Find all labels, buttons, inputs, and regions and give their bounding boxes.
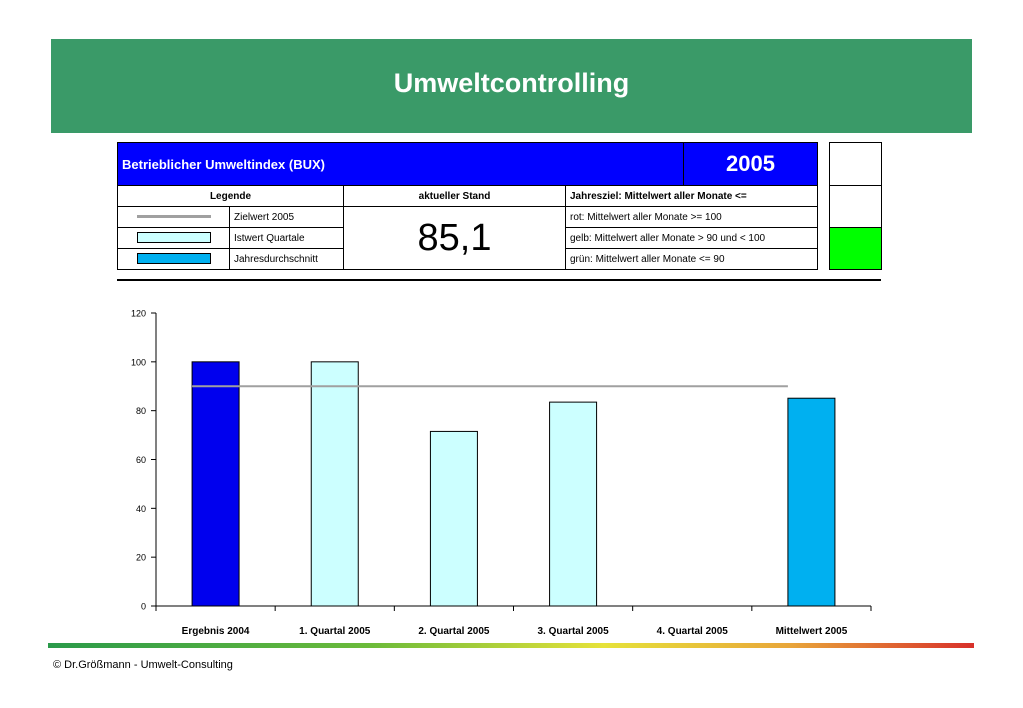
- bar: [550, 402, 597, 606]
- legend-header: Legende: [118, 186, 344, 207]
- table-gap: [818, 186, 830, 207]
- legend-label-istwert: Istwert Quartale: [230, 228, 344, 249]
- stand-header: aktueller Stand: [344, 186, 566, 207]
- footer-gradient-bar: [48, 643, 974, 648]
- rule-yellow: gelb: Mittelwert aller Monate > 90 und < 100: [566, 228, 818, 249]
- table-gap: [818, 143, 830, 186]
- legend-swatch-cell: [118, 207, 230, 228]
- bux-table: [117, 142, 882, 270]
- x-tick-label: Ergebnis 2004: [181, 626, 250, 637]
- x-tick-label: Mittelwert 2005: [775, 626, 848, 637]
- x-tick-label: 2. Quartal 2005: [418, 626, 490, 637]
- x-tick-label: 3. Quartal 2005: [537, 626, 609, 637]
- y-tick-label: 60: [135, 455, 146, 465]
- rule-green: grün: Mittelwert aller Monate <= 90: [566, 249, 818, 270]
- table-divider: [117, 279, 881, 281]
- legend-swatch-cell: [118, 249, 230, 270]
- bar: [311, 362, 358, 606]
- table-gap: [818, 207, 830, 228]
- bux-year: 2005: [684, 143, 818, 186]
- y-tick-label: 120: [130, 308, 146, 319]
- y-tick-label: 80: [135, 406, 146, 417]
- y-tick-label: 0: [140, 601, 146, 612]
- ziel-header: Jahresziel: Mittelwert aller Monate <=: [566, 186, 818, 207]
- bux-title: Betrieblicher Umweltindex (BUX): [118, 143, 684, 186]
- header-banner: [51, 39, 972, 133]
- legend-swatch-zielwert: [137, 215, 211, 218]
- x-tick-label: 4. Quartal 2005: [656, 626, 728, 637]
- bar: [788, 398, 835, 606]
- y-tick-label: 100: [130, 357, 146, 368]
- y-tick-label: 20: [135, 552, 146, 563]
- y-tick-label: 40: [135, 503, 146, 514]
- bar: [430, 431, 477, 606]
- status-light-red: [830, 143, 882, 186]
- legend-swatch-jahresdurchschnitt: [137, 253, 211, 264]
- legend-label-jahresdurchschnitt: Jahresdurchschnitt: [230, 249, 344, 270]
- bar: [192, 362, 239, 606]
- status-light-green: [830, 228, 882, 270]
- table-gap: [818, 228, 830, 249]
- stand-value: 85,1: [344, 207, 566, 270]
- rule-red: rot: Mittelwert aller Monate >= 100: [566, 207, 818, 228]
- table-gap: [818, 249, 830, 270]
- x-tick-label: 1. Quartal 2005: [299, 626, 371, 637]
- bar-chart: [0, 290, 1023, 640]
- legend-label-zielwert: Zielwert 2005: [230, 207, 344, 228]
- copyright-text: © Dr.Größmann - Umwelt-Consulting: [53, 659, 233, 671]
- page-title: Umweltcontrolling: [393, 68, 630, 98]
- status-light-yellow: [830, 186, 882, 228]
- legend-swatch-istwert: [137, 232, 211, 243]
- legend-swatch-cell: [118, 228, 230, 249]
